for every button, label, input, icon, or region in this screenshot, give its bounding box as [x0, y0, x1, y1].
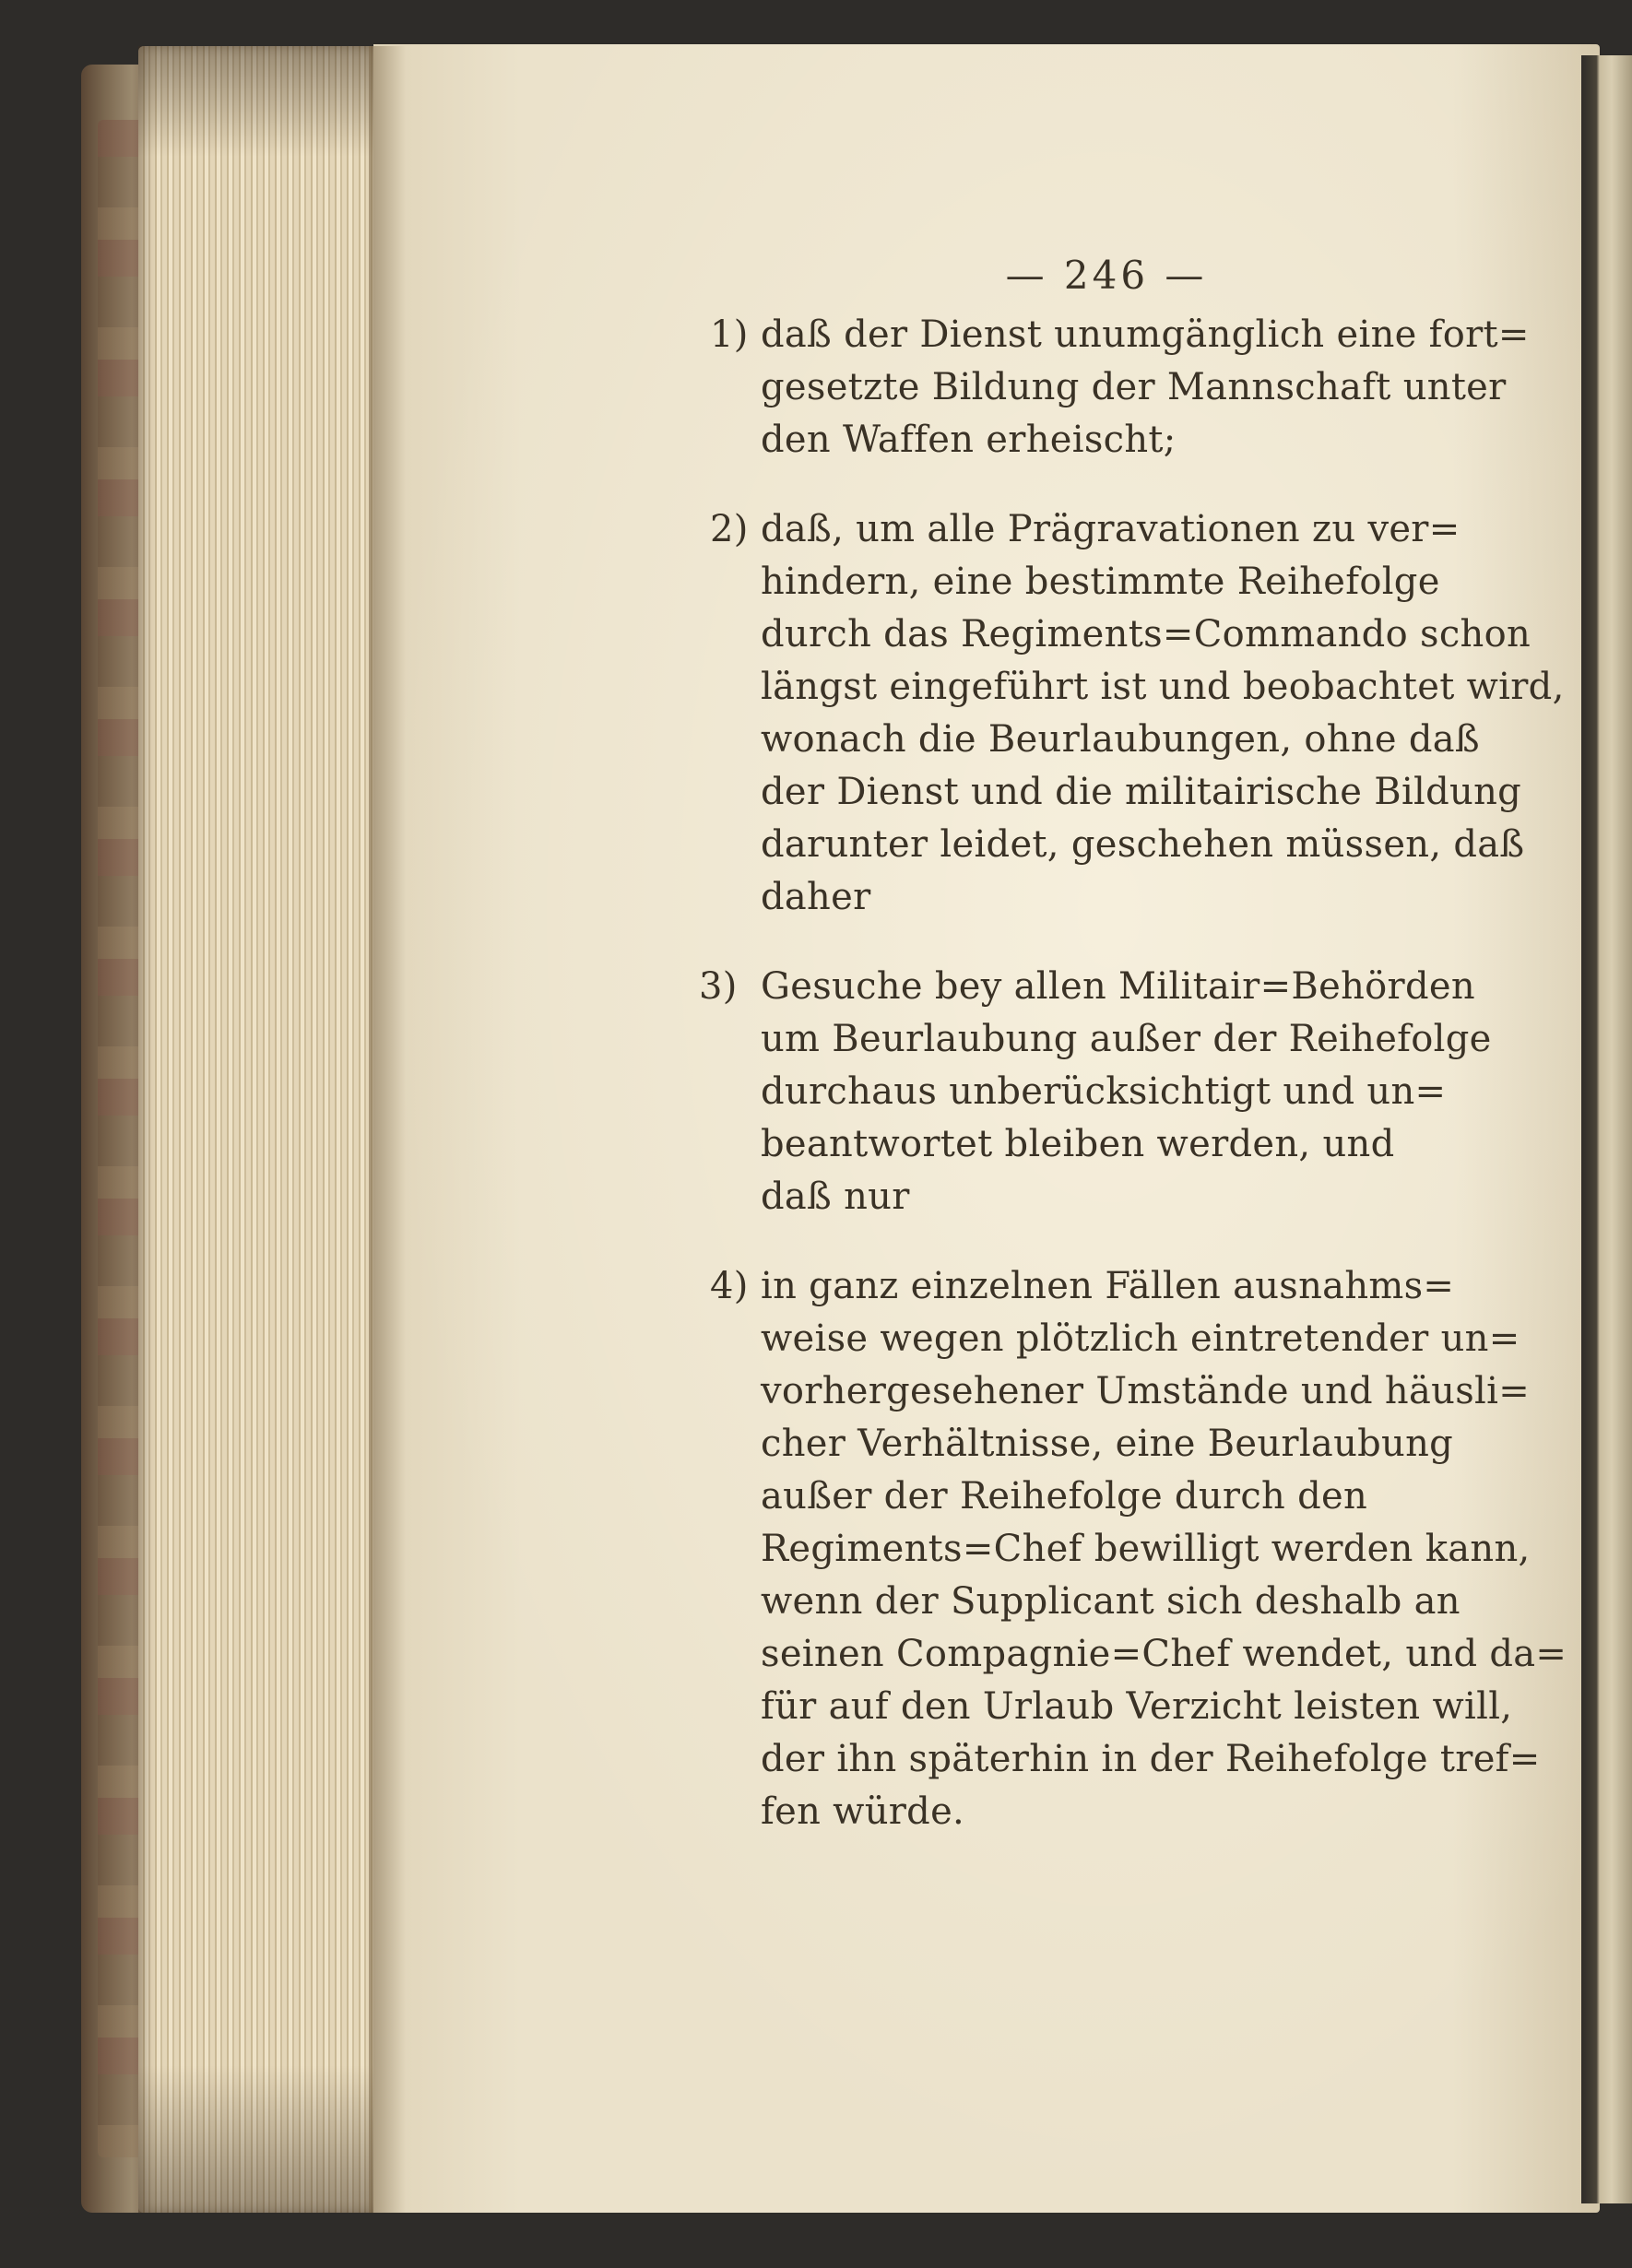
list-item	[710, 309, 1530, 467]
text-line: darunter leidet, geschehen müssen, daß	[761, 823, 1525, 866]
item-number: 2)	[710, 508, 749, 550]
text-line: durchaus unberücksichtigt und un=	[761, 1070, 1447, 1113]
list-item	[699, 961, 1503, 1223]
page-edges	[138, 46, 387, 2213]
text-line: außer der Reihefolge durch den	[761, 1475, 1368, 1518]
text-line: den Waffen erheischt;	[761, 419, 1177, 461]
text-line: vorhergesehener Umstände und häusli=	[761, 1370, 1531, 1412]
page-gutter	[369, 46, 406, 2213]
text-line: beantwortet bleiben werden, und	[761, 1123, 1395, 1165]
text-line: um Beurlaubung außer der Reihefolge	[761, 1018, 1492, 1060]
list-item	[710, 503, 1565, 924]
item-number: 3)	[699, 965, 738, 1008]
text-line: daher	[761, 876, 871, 918]
text-line: fen würde.	[761, 1790, 965, 1833]
facing-page-edge	[1581, 55, 1632, 2203]
text-line: seinen Compagnie=Chef wendet, und da=	[761, 1633, 1567, 1675]
page-number: — 246 —	[1005, 253, 1208, 298]
text-line: längst eingeführt ist und beobachtet wird,	[761, 666, 1565, 708]
list-item	[710, 1260, 1567, 1838]
text-line: Gesuche bey allen Militair=Behörden	[761, 965, 1475, 1008]
text-line: Regiments=Chef bewilligt werden kann,	[761, 1528, 1531, 1570]
text-line: daß, um alle Prägravationen zu ver=	[761, 508, 1461, 550]
text-line: für auf den Urlaub Verzicht leisten will,	[761, 1685, 1513, 1728]
text-line: wenn der Supplicant sich deshalb an	[761, 1580, 1461, 1623]
item-number: 1)	[710, 313, 749, 356]
text-line: in ganz einzelnen Fällen ausnahms=	[761, 1265, 1455, 1307]
item-number: 4)	[710, 1265, 749, 1307]
text-line: wonach die Beurlaubungen, ohne daß	[761, 718, 1480, 761]
text-line: durch das Regiments=Commando schon	[761, 613, 1531, 656]
text-line: cher Verhältnisse, eine Beurlaubung	[761, 1423, 1454, 1465]
text-line: daß nur	[761, 1175, 910, 1218]
text-line: weise wegen plötzlich eintretender un=	[761, 1317, 1520, 1360]
page-text	[699, 249, 1567, 1875]
text-line: gesetzte Bildung der Mannschaft unter	[761, 366, 1507, 408]
text-line: der ihn späterhin in der Reihefolge tref=	[761, 1738, 1541, 1780]
text-line: hindern, eine bestimmte Reihefolge	[761, 561, 1440, 603]
text-line: daß der Dienst unumgänglich eine fort=	[761, 313, 1530, 356]
text-line: der Dienst und die militairische Bildung	[761, 771, 1522, 813]
